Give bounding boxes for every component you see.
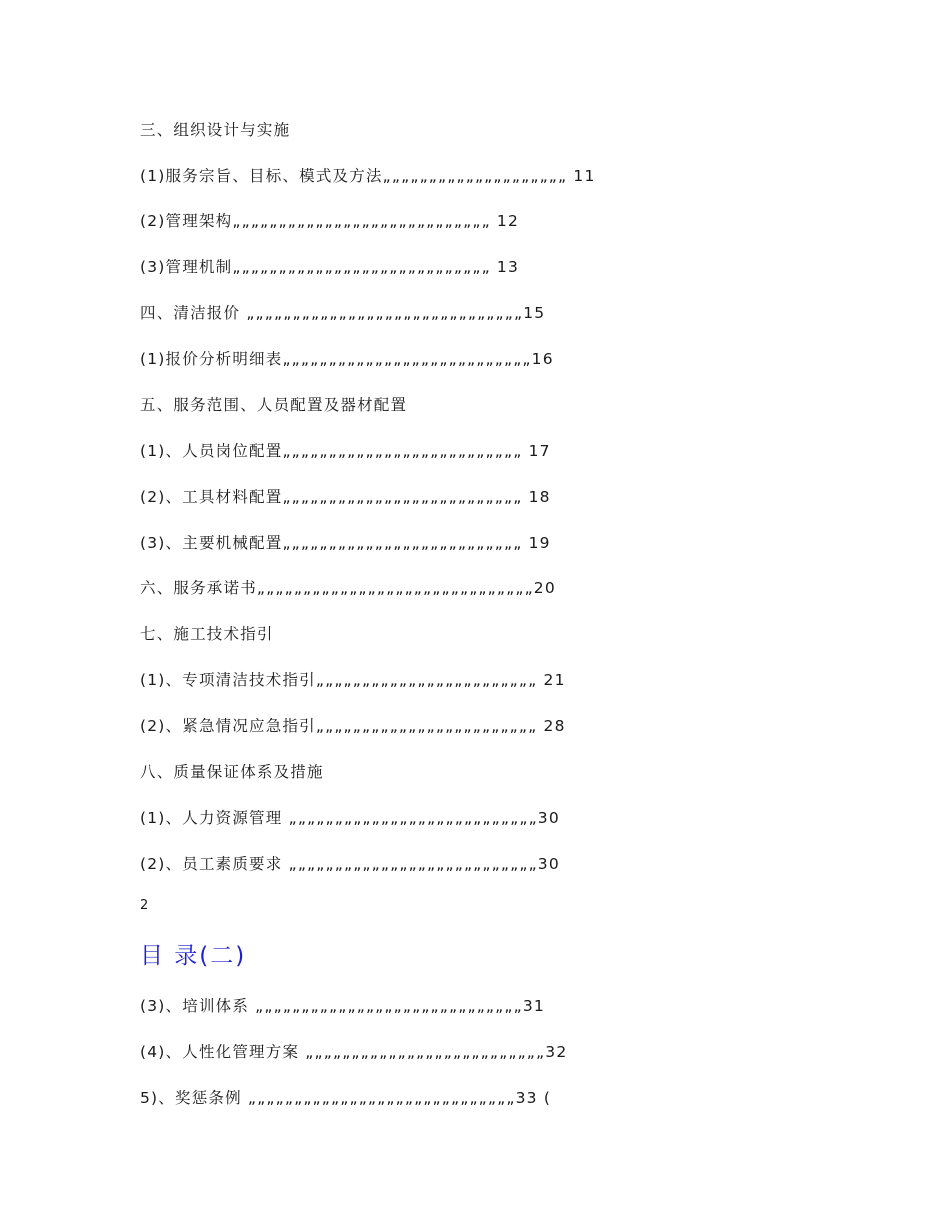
toc-entry: 八、质量保证体系及措施 [140, 763, 324, 781]
toc-entry: (1)报价分析明细表„„„„„„„„„„„„„„„„„„„„„„„„„„„16 [140, 350, 554, 368]
toc-entry: (4)、人性化管理方案 „„„„„„„„„„„„„„„„„„„„„„„„„„32 [140, 1043, 568, 1061]
toc-entry: (1)、人员岗位配置„„„„„„„„„„„„„„„„„„„„„„„„„„ 17 [140, 442, 551, 460]
toc-entry: (2)管理架构„„„„„„„„„„„„„„„„„„„„„„„„„„„„ 12 [140, 212, 520, 230]
toc-entry: (2)、工具材料配置„„„„„„„„„„„„„„„„„„„„„„„„„„ 18 [140, 488, 551, 506]
toc-heading: 目 录(二) [140, 943, 247, 969]
toc-entry: (1)服务宗旨、目标、模式及方法„„„„„„„„„„„„„„„„„„„„ 11 [140, 167, 596, 185]
toc-entry: (3)、培训体系 „„„„„„„„„„„„„„„„„„„„„„„„„„„„„31 [140, 997, 545, 1015]
toc-entry: (2)、紧急情况应急指引„„„„„„„„„„„„„„„„„„„„„„„„ 28 [140, 717, 566, 735]
toc-entry: 5)、奖惩条例 „„„„„„„„„„„„„„„„„„„„„„„„„„„„„33 ( [140, 1089, 552, 1107]
toc-entry: (1)、专项清洁技术指引„„„„„„„„„„„„„„„„„„„„„„„„ 21 [140, 671, 566, 689]
toc-entry: 四、清洁报价 „„„„„„„„„„„„„„„„„„„„„„„„„„„„„„15 [140, 304, 546, 322]
toc-entry: 七、施工技术指引 [140, 625, 274, 643]
toc-entry: (3)管理机制„„„„„„„„„„„„„„„„„„„„„„„„„„„„ 13 [140, 258, 520, 276]
toc-entry: 三、组织设计与实施 [140, 121, 291, 139]
toc-entry: (3)、主要机械配置„„„„„„„„„„„„„„„„„„„„„„„„„„ 19 [140, 534, 551, 552]
page-number: 2 [140, 898, 149, 913]
toc-entry: (2)、员工素质要求 „„„„„„„„„„„„„„„„„„„„„„„„„„„30 [140, 855, 560, 873]
toc-entry: 六、服务承诺书„„„„„„„„„„„„„„„„„„„„„„„„„„„„„„20 [140, 579, 556, 597]
toc-entry: (1)、人力资源管理 „„„„„„„„„„„„„„„„„„„„„„„„„„„30 [140, 809, 560, 827]
toc-entry: 五、服务范围、人员配置及器材配置 [140, 396, 408, 414]
